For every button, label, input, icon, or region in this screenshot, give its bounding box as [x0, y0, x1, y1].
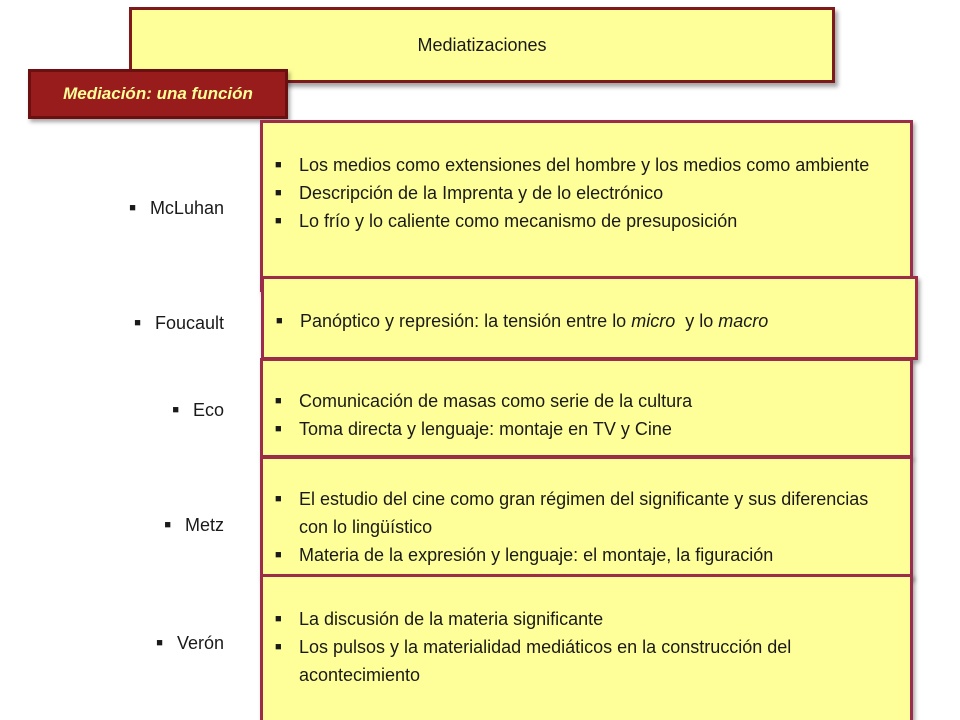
square-bullet-icon: ■: [275, 493, 282, 505]
square-bullet-icon: ■: [275, 395, 282, 407]
author-label: Metz: [184, 515, 224, 535]
square-bullet-icon: ■: [164, 518, 171, 531]
list-item: ■ Toma directa y lenguaje: montaje en TV y Cine: [275, 415, 900, 443]
list-item: ■ Lo frío y lo caliente como mecanismo de presuposición: [275, 207, 900, 235]
square-bullet-icon: ■: [275, 159, 282, 171]
square-bullet-icon: ■: [134, 316, 141, 329]
list-item: ■ Panóptico y represión: la tensión entre lo micro y lo macro: [276, 307, 905, 335]
list-item: ■ Los pulsos y la materialidad mediáticos en la construcción del acontecimiento: [275, 633, 900, 689]
slide-subtitle: Mediación: una función: [63, 84, 253, 103]
square-bullet-icon: ■: [275, 215, 282, 227]
square-bullet-icon: ■: [275, 641, 282, 653]
author-label: McLuhan: [149, 198, 224, 218]
slide-subtitle-box: [28, 69, 288, 119]
author-metz: [164, 515, 224, 536]
card-veron: [260, 574, 913, 720]
slide-title: Mediatizaciones: [417, 34, 547, 55]
author-eco: [172, 400, 224, 421]
square-bullet-icon: ■: [172, 403, 179, 416]
list-item: ■ La discusión de la materia significante: [275, 605, 900, 633]
list-item: ■ Materia de la expresión y lenguaje: el montaje, la figuración: [275, 541, 900, 569]
card-mcluhan: [260, 120, 913, 292]
author-label: Foucault: [154, 313, 224, 333]
square-bullet-icon: ■: [156, 636, 163, 649]
square-bullet-icon: ■: [129, 201, 136, 214]
list-item: ■ Comunicación de masas como serie de la cultura: [275, 387, 900, 415]
list-item: ■ El estudio del cine como gran régimen del significante y sus diferencias con lo lingüístico: [275, 485, 900, 541]
card-metz: [260, 456, 913, 579]
author-label: Verón: [176, 633, 224, 653]
card-eco: [260, 358, 913, 458]
square-bullet-icon: ■: [275, 187, 282, 199]
list-item: ■ Los medios como extensiones del hombre y los medios como ambiente: [275, 151, 900, 179]
author-label: Eco: [192, 400, 224, 420]
author-mcluhan: [129, 198, 224, 219]
square-bullet-icon: ■: [275, 423, 282, 435]
square-bullet-icon: ■: [276, 315, 283, 327]
card-foucault: [261, 276, 918, 360]
author-foucault: [134, 313, 224, 334]
square-bullet-icon: ■: [275, 549, 282, 561]
author-veron: [156, 633, 224, 654]
list-item: ■ Descripción de la Imprenta y de lo electrónico: [275, 179, 900, 207]
square-bullet-icon: ■: [275, 613, 282, 625]
